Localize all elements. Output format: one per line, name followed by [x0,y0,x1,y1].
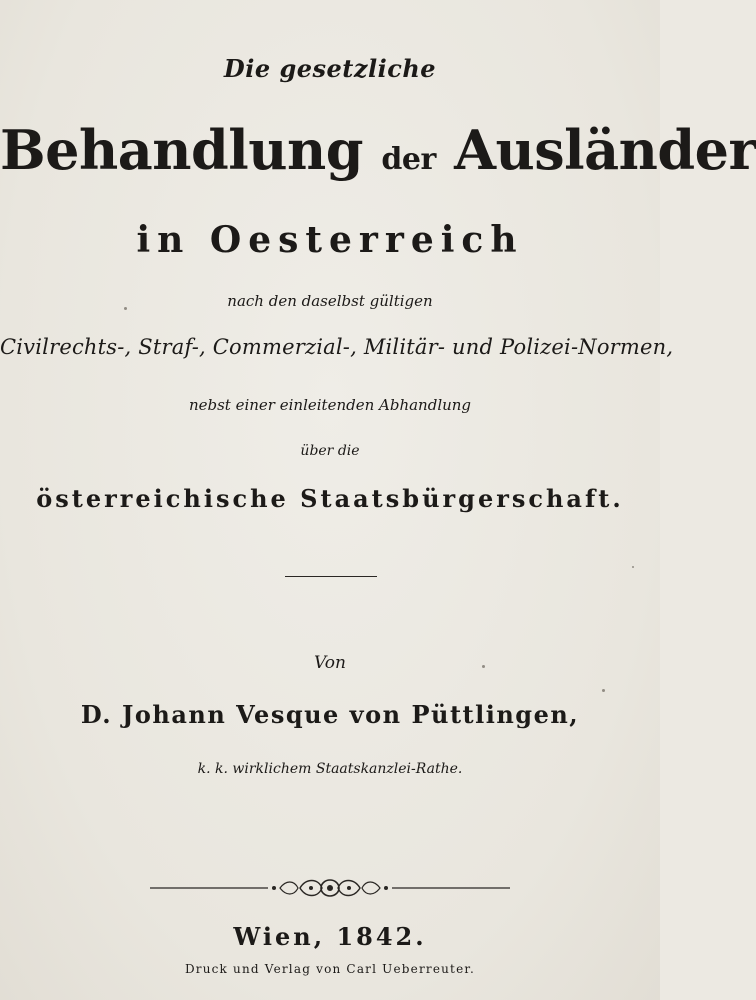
subtitle-line-1: nach den daselbst gültigen [227,292,433,310]
subtitle-line-4: über die [300,443,360,459]
place-and-year: Wien, 1842. [233,922,427,951]
paper-speck [482,665,485,668]
main-title-part-1: Behandlung [0,118,364,182]
author-name: D. Johann Vesque von Püttlingen, [80,700,580,729]
paper-speck [602,689,605,692]
paper-speck [124,307,127,310]
main-title [0,118,756,182]
main-title-part-2: Ausländer [454,118,756,182]
main-title-der: der [381,142,436,177]
author-rank: k. k. wirklichem Staatskanzlei-Rathe. [197,761,463,777]
divider-rule [285,576,377,577]
publisher-imprint: Druck und Verlag von Carl Ueberreuter. [184,962,476,976]
subtitle-line-5: österreichische Staatsbürgerschaft. [36,484,624,513]
pretitle: Die gesetzliche [223,54,437,83]
subtitle-line-2: Civilrechts-, Straf-, Commerzial-, Militär- und Polizei-Normen, [0,335,674,359]
paper-speck [632,566,634,568]
by-line: Von [314,653,346,673]
subtitle-line-3: nebst einer einleitenden Abhandlung [188,396,472,414]
title-location: in Oesterreich [136,219,524,261]
ornament-divider-icon [150,876,510,900]
